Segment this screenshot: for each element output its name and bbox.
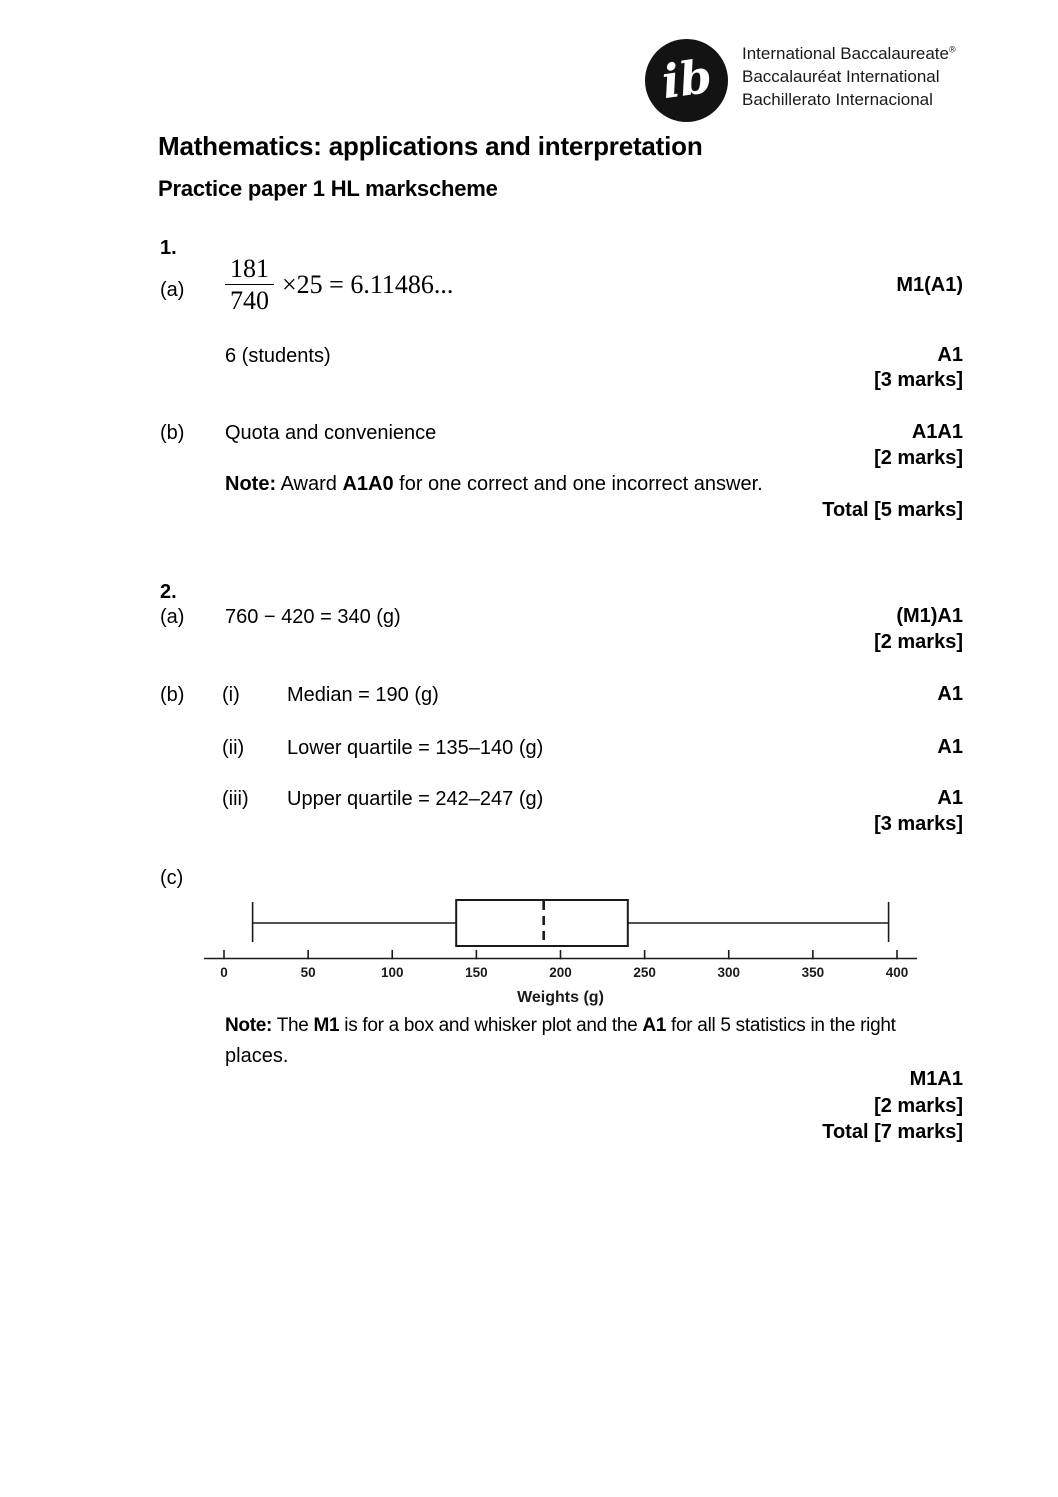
axis-tick-label: 400 bbox=[885, 965, 909, 980]
formula-rest: ×25 = 6.11486... bbox=[282, 270, 454, 300]
x-axis-title: Weights (g) bbox=[517, 989, 604, 1006]
q2a-text: 760 − 420 = 340 (g) bbox=[225, 606, 401, 628]
axis-tick-label: 100 bbox=[380, 965, 404, 980]
q2-total: Total [7 marks] bbox=[822, 1121, 963, 1143]
note-label: Note: bbox=[225, 1015, 273, 1036]
q2c-note-line2: places. bbox=[225, 1045, 289, 1067]
q2a-marks-total: [2 marks] bbox=[874, 631, 963, 653]
q2c-label: (c) bbox=[160, 867, 184, 889]
note-label: Note: bbox=[225, 473, 277, 495]
logo-line-3: Bachillerato Internacional bbox=[742, 90, 933, 109]
q1a-formula bbox=[225, 256, 453, 314]
q1a-marks-total: [3 marks] bbox=[874, 369, 963, 391]
q2-number: 2. bbox=[160, 581, 177, 603]
q1a-answer-mark: A1 bbox=[937, 344, 963, 366]
axis-tick-label: 50 bbox=[300, 965, 316, 980]
q1b-marks-total: [2 marks] bbox=[874, 447, 963, 469]
axis-tick-label: 300 bbox=[717, 965, 741, 980]
q1-total: Total [5 marks] bbox=[822, 499, 963, 521]
q2b-iii-mark: A1 bbox=[937, 787, 963, 809]
fraction bbox=[225, 256, 274, 314]
fraction-denominator: 740 bbox=[225, 284, 274, 314]
q2b-i-label: (i) bbox=[222, 684, 240, 706]
q1-number: 1. bbox=[160, 237, 177, 259]
q1b-text: Quota and convenience bbox=[225, 422, 437, 444]
axis-tick-label: 0 bbox=[220, 965, 228, 980]
q2b-marks-total: [3 marks] bbox=[874, 813, 963, 835]
ib-logo bbox=[645, 39, 728, 122]
logo-line-1: International Baccalaureate® bbox=[742, 44, 956, 63]
axis-tick-label: 250 bbox=[633, 965, 656, 980]
q2b-i-mark: A1 bbox=[937, 683, 963, 705]
q2c-mark: M1A1 bbox=[909, 1068, 963, 1090]
q1b-label: (b) bbox=[160, 422, 185, 444]
q2b-ii-mark: A1 bbox=[937, 736, 963, 758]
logo-line-2: Baccalauréat International bbox=[742, 67, 940, 86]
iqr-box bbox=[456, 900, 628, 946]
registered-trademark-icon: ® bbox=[948, 44, 956, 55]
axis-tick-label: 350 bbox=[801, 965, 825, 980]
q1b-mark: A1A1 bbox=[911, 421, 963, 443]
q1a-label: (a) bbox=[160, 279, 185, 301]
fraction-numerator: 181 bbox=[230, 254, 269, 283]
axis-tick-label: 150 bbox=[465, 965, 488, 980]
q2b-iii-label: (iii) bbox=[222, 788, 249, 810]
q2b-label: (b) bbox=[160, 684, 185, 706]
q2b-ii-text: Lower quartile = 135–140 (g) bbox=[287, 737, 544, 759]
q2b-i-text: Median = 190 (g) bbox=[287, 684, 439, 706]
axis-tick-label: 200 bbox=[549, 965, 572, 980]
q2c-marks-total: [2 marks] bbox=[874, 1095, 963, 1117]
q2c-note: Note: The M1 is for a box and whisker plot and the A1 for all 5 statistics in the right bbox=[225, 1015, 896, 1036]
boxplot-chart bbox=[190, 885, 930, 1010]
q1b-note: Note: Award A1A0 for one correct and one incorrect answer. bbox=[225, 473, 763, 495]
page-subtitle: Practice paper 1 HL markscheme bbox=[158, 176, 498, 201]
q2a-mark: (M1)A1 bbox=[896, 605, 963, 627]
q2a-label: (a) bbox=[160, 606, 185, 628]
page-title: Mathematics: applications and interpretation bbox=[158, 131, 703, 161]
q2b-iii-text: Upper quartile = 242–247 (g) bbox=[287, 788, 544, 810]
q2b-ii-label: (ii) bbox=[222, 737, 245, 759]
ib-logo-mark: ib bbox=[658, 48, 715, 109]
q1a-mark: M1(A1) bbox=[896, 274, 963, 296]
q1a-answer: 6 (students) bbox=[225, 345, 331, 367]
